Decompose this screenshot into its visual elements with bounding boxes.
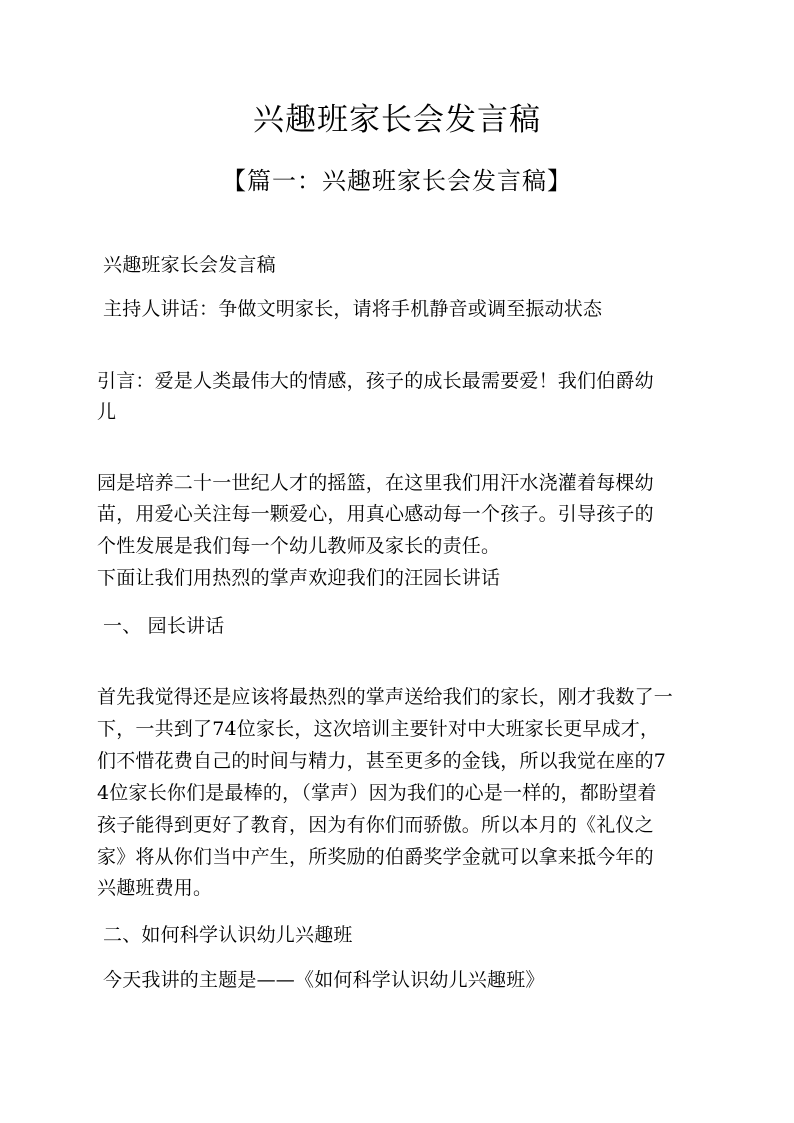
document-title: 兴趣班家长会发言稿	[253, 102, 541, 138]
paragraph-line: 儿	[97, 401, 117, 423]
paragraph-line: 孩子能得到更好了教育，因为有你们而骄傲。所以本月的《礼仪之	[97, 814, 654, 836]
document-subtitle: 【篇一：兴趣班家长会发言稿】	[222, 167, 572, 195]
paragraph-line: 苗，用爱心关注每一颗爱心，用真心感动每一个孩子。引导孩子的	[97, 503, 654, 525]
paragraph-line: 园是培养二十一世纪人才的摇篮，在这里我们用汗水浇灌着每棵幼	[97, 472, 654, 494]
paragraph-line: 主持人讲话：争做文明家长，请将手机静音或调至振动状态	[103, 298, 603, 320]
paragraph-line: 个性发展是我们每一个幼儿教师及家长的责任。	[97, 535, 501, 557]
paragraph-line: 家》将从你们当中产生，所奖励的伯爵奖学金就可以拿来抵今年的	[97, 846, 654, 868]
paragraph-line: 们不惜花费自己的时间与精力，甚至更多的金钱，所以我觉在座的7	[97, 750, 667, 772]
section-heading: 一、 园长讲话	[103, 615, 225, 637]
paragraph-line: 引言：爱是人类最伟大的情感，孩子的成长最需要爱！我们伯爵幼	[97, 370, 654, 392]
paragraph-line: 今天我讲的主题是——《如何科学认识幼儿兴趣班》	[103, 969, 545, 991]
paragraph-line: 兴趣班费用。	[97, 877, 213, 899]
paragraph-line: 4位家长你们是最棒的，（掌声）因为我们的心是一样的，都盼望着	[97, 782, 657, 804]
paragraph-line: 下，一共到了74位家长，这次培训主要针对中大班家长更早成才，	[97, 718, 660, 740]
paragraph-line: 首先我觉得还是应该将最热烈的掌声送给我们的家长，刚才我数了一	[97, 686, 674, 708]
paragraph-line: 下面让我们用热烈的掌声欢迎我们的汪园长讲话	[97, 567, 501, 589]
section-heading: 兴趣班家长会发言稿	[103, 254, 276, 276]
section-heading: 二、如何科学认识幼儿兴趣班	[103, 924, 353, 946]
